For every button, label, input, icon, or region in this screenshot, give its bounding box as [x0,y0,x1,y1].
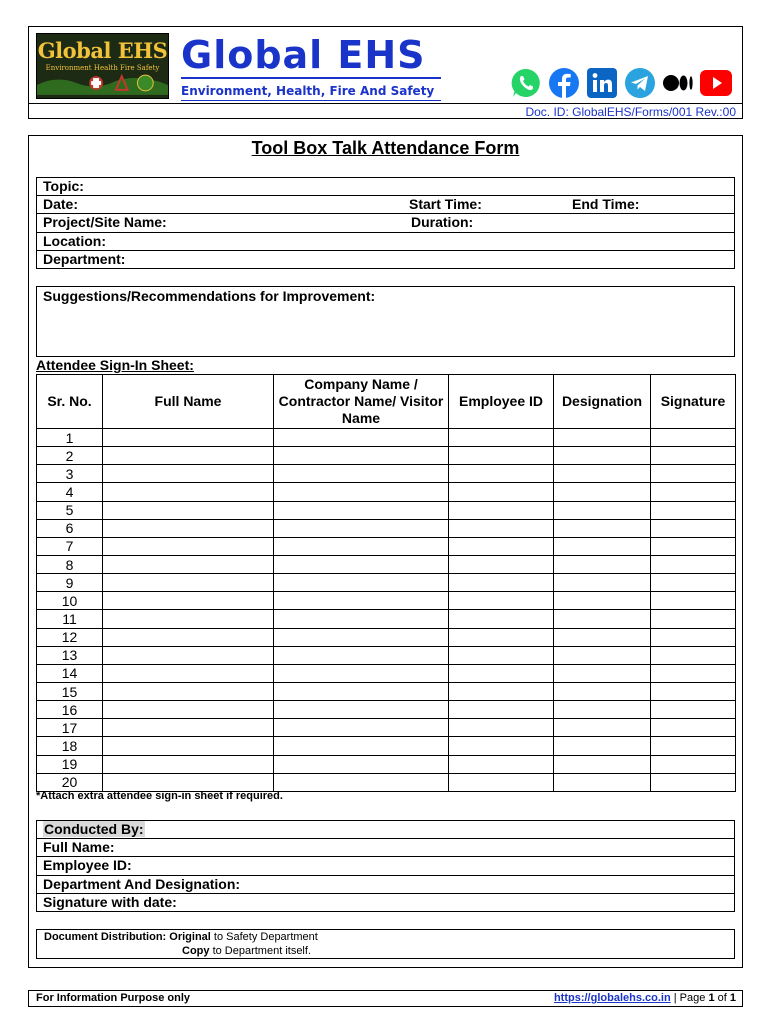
table-row [37,465,736,483]
full-name-cell[interactable] [103,519,274,537]
full-name-cell[interactable] [103,737,274,755]
form-title: Tool Box Talk Attendance Form [251,138,520,158]
employee-id-cell[interactable] [449,574,554,592]
full-name-cell[interactable] [103,483,274,501]
document-header [28,26,743,119]
designation-cell[interactable] [554,737,651,755]
conducted-by-heading: Conducted By: [44,821,144,837]
table-row [37,537,736,555]
designation-cell[interactable] [554,682,651,700]
full-name-cell[interactable] [103,574,274,592]
company-cell[interactable] [274,519,449,537]
designation-cell[interactable] [554,592,651,610]
employee-id-cell[interactable] [449,755,554,773]
signature-cell[interactable] [651,737,736,755]
header-divider [29,103,742,104]
sr-no-cell: 10 [37,592,103,610]
signature-cell[interactable] [651,574,736,592]
facebook-icon[interactable] [548,67,580,99]
company-cell[interactable] [274,592,449,610]
signature-cell[interactable] [651,610,736,628]
full-name-cell[interactable] [103,592,274,610]
signature-cell[interactable] [651,682,736,700]
table-row [37,628,736,646]
company-cell[interactable] [274,483,449,501]
company-cell[interactable] [274,664,449,682]
sr-no-cell: 1 [37,429,103,447]
conductor-dept-designation-field[interactable]: Department And Designation: [43,876,241,892]
department-field[interactable]: Department: [43,251,126,267]
table-row [37,737,736,755]
designation-cell[interactable] [554,483,651,501]
logo-emblem-icon [37,71,168,95]
document-id: Doc. ID: GlobalEHS/Forms/001 Rev.:00 [525,105,736,119]
designation-cell[interactable] [554,628,651,646]
sr-no-cell: 15 [37,682,103,700]
signature-cell[interactable] [651,646,736,664]
col-header-full-name: Full Name [103,375,274,429]
signature-cell[interactable] [651,773,736,791]
full-name-cell[interactable] [103,719,274,737]
signature-cell[interactable] [651,429,736,447]
form-container [28,135,743,968]
table-row [37,574,736,592]
sr-no-cell: 3 [37,465,103,483]
company-cell[interactable] [274,465,449,483]
table-row [37,429,736,447]
signature-cell[interactable] [651,664,736,682]
col-header-designation: Designation [554,375,651,429]
table-row [37,483,736,501]
table-row [37,501,736,519]
designation-cell[interactable] [554,701,651,719]
project-site-field[interactable]: Project/Site Name: [43,214,167,230]
company-cell[interactable] [274,447,449,465]
employee-id-cell[interactable] [449,465,554,483]
full-name-cell[interactable] [103,501,274,519]
sr-no-cell: 13 [37,646,103,664]
employee-id-cell[interactable] [449,555,554,573]
conductor-employee-id-field[interactable]: Employee ID: [43,857,132,873]
table-row [37,719,736,737]
designation-cell[interactable] [554,664,651,682]
employee-id-cell[interactable] [449,646,554,664]
table-row [37,592,736,610]
full-name-cell[interactable] [103,755,274,773]
start-time-field[interactable]: Start Time: [409,196,482,212]
linkedin-icon[interactable] [586,67,618,99]
end-time-field[interactable]: End Time: [572,196,640,212]
company-cell[interactable] [274,737,449,755]
sr-no-cell: 20 [37,773,103,791]
col-header-employee-id: Employee ID [449,375,554,429]
employee-id-cell[interactable] [449,682,554,700]
project-row [37,214,734,231]
table-row [37,755,736,773]
employee-id-cell[interactable] [449,519,554,537]
signature-cell[interactable] [651,483,736,501]
tagline-underline [181,100,441,101]
company-cell[interactable] [274,574,449,592]
attach-note: *Attach extra attendee sign-in sheet if required. [36,790,283,802]
youtube-icon[interactable] [700,67,732,99]
brand-underline [181,77,441,79]
full-name-cell[interactable] [103,555,274,573]
conductor-signature-field[interactable]: Signature with date: [43,894,177,910]
col-header-sr-no: Sr. No. [37,375,103,429]
signature-cell[interactable] [651,555,736,573]
full-name-cell[interactable] [103,646,274,664]
table-row [37,773,736,791]
designation-cell[interactable] [554,501,651,519]
distribution-original: Document Distribution: Original to Safety Department [44,931,318,943]
signature-cell[interactable] [651,701,736,719]
topic-field[interactable]: Topic: [43,178,84,194]
signature-cell[interactable] [651,628,736,646]
date-row [37,196,734,213]
sr-no-cell: 8 [37,555,103,573]
sr-no-cell: 16 [37,701,103,719]
social-links [510,67,732,99]
employee-id-cell[interactable] [449,501,554,519]
employee-id-cell[interactable] [449,701,554,719]
sr-no-cell: 5 [37,501,103,519]
footer-disclaimer: For Information Purpose only [36,992,191,1004]
designation-cell[interactable] [554,537,651,555]
table-header-row [37,375,736,429]
signature-cell[interactable] [651,519,736,537]
telegram-icon[interactable] [624,67,656,99]
sr-no-cell: 12 [37,628,103,646]
designation-cell[interactable] [554,555,651,573]
full-name-cell[interactable] [103,447,274,465]
full-name-cell[interactable] [103,537,274,555]
employee-id-cell[interactable] [449,773,554,791]
suggestions-label: Suggestions/Recommendations for Improvement: [43,288,376,304]
website-link[interactable]: https://globalehs.co.in [553,992,671,1004]
company-cell[interactable] [274,755,449,773]
conductor-full-name-field[interactable]: Full Name: [43,839,115,855]
suggestions-box[interactable] [36,286,735,357]
sr-no-cell: 2 [37,447,103,465]
signature-cell[interactable] [651,755,736,773]
designation-cell[interactable] [554,519,651,537]
table-row [37,664,736,682]
designation-cell[interactable] [554,429,651,447]
footer-right: https://globalehs.co.in | Page 1 of 1 [553,992,736,1004]
company-cell[interactable] [274,719,449,737]
whatsapp-icon[interactable] [510,67,542,99]
signature-cell[interactable] [651,501,736,519]
brand-tagline: Environment, Health, Fire And Safety [181,84,435,98]
designation-cell[interactable] [554,610,651,628]
page-total: 1 [729,992,736,1004]
date-field[interactable]: Date: [43,196,79,212]
company-cell[interactable] [274,537,449,555]
designation-cell[interactable] [554,719,651,737]
page-footer [28,990,743,1007]
employee-id-cell[interactable] [449,429,554,447]
employee-id-cell[interactable] [449,719,554,737]
employee-id-cell[interactable] [449,592,554,610]
designation-cell[interactable] [554,773,651,791]
company-cell[interactable] [274,429,449,447]
full-name-cell[interactable] [103,465,274,483]
medium-icon[interactable] [662,67,694,99]
full-name-cell[interactable] [103,429,274,447]
conducted-by-box [36,820,735,912]
sr-no-cell: 9 [37,574,103,592]
sr-no-cell: 14 [37,664,103,682]
designation-cell[interactable] [554,755,651,773]
brand-name: Global EHS [181,33,426,77]
designation-cell[interactable] [554,646,651,664]
company-cell[interactable] [274,610,449,628]
table-row [37,519,736,537]
signature-cell[interactable] [651,465,736,483]
full-name-cell[interactable] [103,610,274,628]
location-field[interactable]: Location: [43,233,106,249]
table-row [37,682,736,700]
company-cell[interactable] [274,682,449,700]
sr-no-cell: 6 [37,519,103,537]
sr-no-cell: 19 [37,755,103,773]
company-cell[interactable] [274,501,449,519]
employee-id-cell[interactable] [449,628,554,646]
full-name-cell[interactable] [103,682,274,700]
table-row [37,555,736,573]
duration-field[interactable]: Duration: [411,214,474,230]
designation-cell[interactable] [554,447,651,465]
employee-id-cell[interactable] [449,737,554,755]
table-row [37,646,736,664]
logo-title: Global EHS [37,38,168,63]
employee-id-cell[interactable] [449,537,554,555]
distribution-copy: Copy to Department itself. [182,945,311,957]
full-name-cell[interactable] [103,701,274,719]
full-name-cell[interactable] [103,628,274,646]
sr-no-cell: 7 [37,537,103,555]
designation-cell[interactable] [554,574,651,592]
table-row [37,447,736,465]
full-name-cell[interactable] [103,773,274,791]
meeting-info-box [36,177,735,269]
employee-id-cell[interactable] [449,664,554,682]
employee-id-cell[interactable] [449,447,554,465]
sr-no-cell: 17 [37,719,103,737]
global-ehs-logo [36,33,169,99]
document-distribution-box [36,929,735,959]
attendee-sheet-label: Attendee Sign-In Sheet: [36,357,194,373]
col-header-signature: Signature [651,375,736,429]
table-row [37,610,736,628]
signature-cell[interactable] [651,537,736,555]
employee-id-cell[interactable] [449,483,554,501]
company-cell[interactable] [274,646,449,664]
signature-cell[interactable] [651,592,736,610]
attendee-table [36,374,736,792]
page-number: 1 [708,992,715,1004]
col-header-company: Company Name / Contractor Name/ Visitor Name [274,375,449,429]
employee-id-cell[interactable] [449,610,554,628]
signature-cell[interactable] [651,719,736,737]
full-name-cell[interactable] [103,664,274,682]
company-cell[interactable] [274,701,449,719]
sr-no-cell: 4 [37,483,103,501]
sr-no-cell: 18 [37,737,103,755]
company-cell[interactable] [274,628,449,646]
signature-cell[interactable] [651,447,736,465]
table-row [37,701,736,719]
sr-no-cell: 11 [37,610,103,628]
company-cell[interactable] [274,555,449,573]
logo-subtitle: Environment Health Fire Safety [45,64,160,72]
designation-cell[interactable] [554,465,651,483]
company-cell[interactable] [274,773,449,791]
